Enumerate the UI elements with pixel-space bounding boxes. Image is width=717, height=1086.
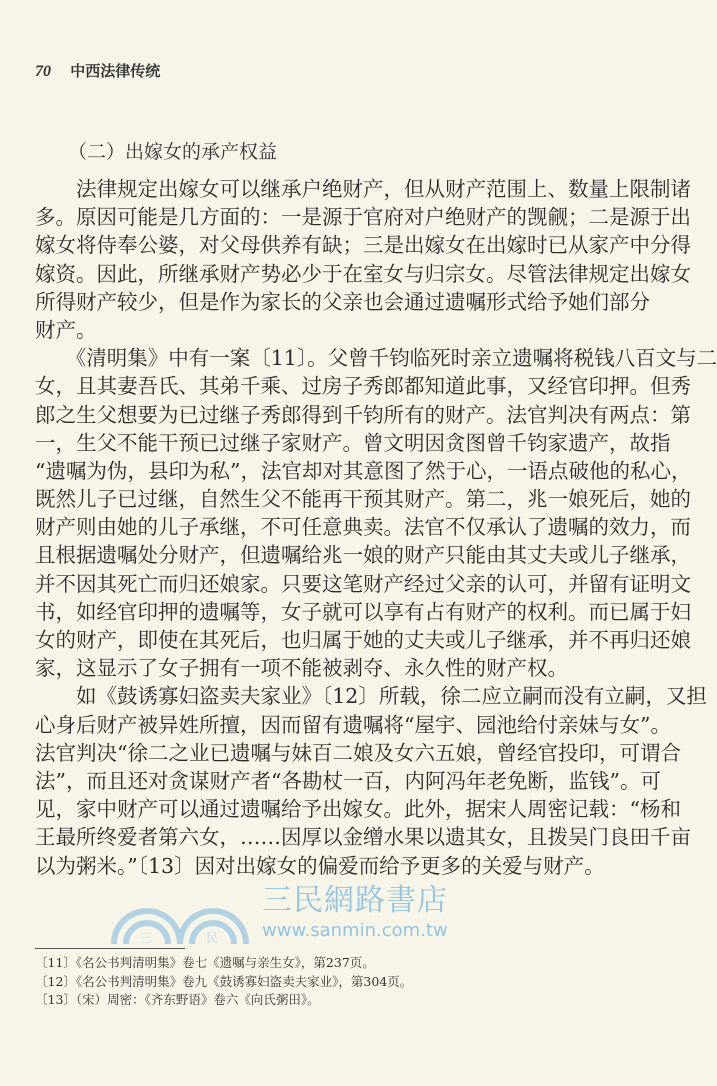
text-line: 郎之生父想要为已过继子秀郎得到千钧所有的财产。法官判决有两点：第 xyxy=(35,402,691,427)
footnote-divider xyxy=(35,948,185,949)
footnote: 〔13〕（宋）周密：《齐东野语》卷六《向氏粥田》。 xyxy=(35,992,320,1007)
section-heading: （二）出嫁女的承产权益 xyxy=(68,141,278,163)
text-line: 《清明集》中有一案〔11〕。父曾千钧临死时亲立遗嘱将税钱八百文与二 xyxy=(35,346,717,371)
text-line: 一，生父不能干预已过继子家财产。曾文明因贪图曾千钧家遗产，故指 xyxy=(35,430,671,455)
text-line: 既然儿子已过继，自然生父不能再干预其财产。第二，兆一娘死后，她的 xyxy=(35,487,691,512)
text-line: 女的财产，即使在其死后，也归属于她的丈夫或儿子继承，并不再归还娘 xyxy=(35,628,691,652)
footnote: 〔12〕《名公书判清明集》卷九《鼓诱寡妇盗卖夫家业》，第304页。 xyxy=(35,973,413,989)
text-line: 见，家中财产可以通过遗嘱给予出嫁女。此外，据宋人周密记载：“杨和 xyxy=(35,797,681,822)
text-line: 法官判决“徐二之业已遗嘱与妹百二娘及女六五娘，曾经官投印，可谓合 xyxy=(35,740,681,765)
text-line: 如《鼓诱寡妇盗卖夫家业》〔12〕所载，徐二应立嗣而没有立嗣，又担 xyxy=(35,684,707,709)
text-line: 心身后财产被异姓所擅，因而留有遗嘱将“屋宇、园池给付亲妹与女”。 xyxy=(35,712,671,737)
text-line: 王最所终爱者第六女，……因厚以金缯水果以遗其女，且拨吴门良田千亩 xyxy=(35,825,691,850)
running-header xyxy=(35,60,160,81)
text-line: 家，这显示了女子拥有一项不能被剥夺、永久性的财产权。 xyxy=(35,656,568,681)
text-line: 财产。 xyxy=(35,317,97,342)
text-line: 多。原因可能是几方面的：一是源于官府对户绝财产的觊觎；二是源于出 xyxy=(35,205,691,230)
text-line: 女，且其妻吾氏、其弟千乘、过房子秀郎都知道此事，又经官印押。但秀 xyxy=(35,374,691,399)
text-line: 且根据遗嘱处分财产，但遗嘱给兆一娘的财产只能由其丈夫或儿子继承， xyxy=(35,543,691,568)
page-number: 70 xyxy=(35,63,51,80)
text-line: 所得财产较少，但是作为家长的父亲也会通过遗嘱形式给予她们部分 xyxy=(35,289,650,314)
text-line: 法律规定出嫁女可以继承户绝财产，但从财产范围上、数量上限制诸 xyxy=(35,177,691,201)
text-line: 嫁女将侍奉公婆，对父母供养有缺；三是出嫁女在出嫁时已从家产中分得 xyxy=(35,233,691,258)
text-line: 嫁资。因此，所继承财产势必少于在室女与归宗女。尽管法律规定出嫁女 xyxy=(35,261,691,286)
logo-char: 民 xyxy=(206,931,219,945)
text-line: 财产则由她的儿子承继，不可任意典卖。法官不仅承认了遗嘱的效力，而 xyxy=(35,515,691,540)
text-line: “遗嘱为伪，县印为私”，法官却对其意图了然于心，一语点破他的私心， xyxy=(35,458,692,483)
watermark-url: www.sanmin.com.tw xyxy=(262,920,448,941)
text-line: 并不因其死亡而归还娘家。只要这笔财产经过父亲的认可，并留有证明文 xyxy=(35,571,691,596)
text-line: 书，如经官印押的遗嘱等，女子就可以享有占有财产的权利。而已属于妇 xyxy=(35,599,691,624)
logo-char: 三 xyxy=(140,931,153,945)
text-line: 以为粥米。”〔13〕因对出嫁女的偏爱而给予更多的关爱与财产。 xyxy=(35,853,605,878)
footnote: 〔11〕《名公书判清明集》卷七《遗嘱与亲生女》，第237页。 xyxy=(35,955,375,970)
sanmin-logo-watermark xyxy=(110,886,250,946)
watermark-name: 三民網路書店 xyxy=(262,883,448,918)
footnotes xyxy=(35,954,412,1010)
text-line: 法”，而且还对贪谋财产者“各勘杖一百，内阿冯年老免断，监钱”。可 xyxy=(35,768,661,793)
body-text xyxy=(35,175,717,880)
book-title: 中西法律传统 xyxy=(70,62,161,80)
